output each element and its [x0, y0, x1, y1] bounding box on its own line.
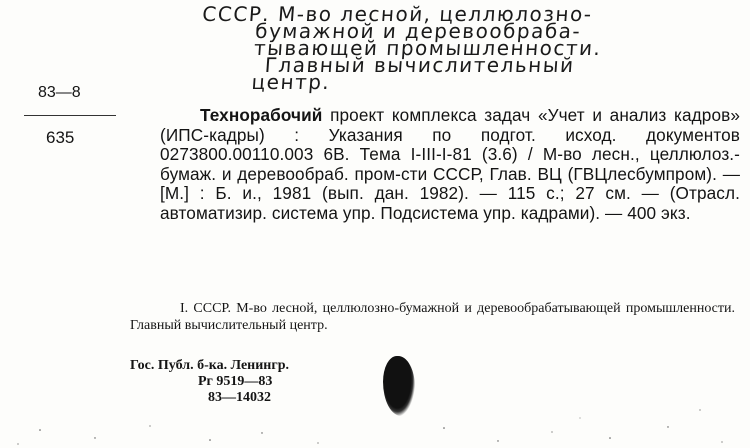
- scan-noise: [0, 388, 750, 448]
- entry-text: проект комплекса задач «Учет и анализ кадров» (ИПС-кадры) : Указания по подгот. исход. документов 0273800.00110.003 6В. Тема I-III-I-81 (3.6) / М-во лесн., целлюлоз.-бумаж. и деревообраб. пром-сти СССР, Глав. ВЦ (ГВЦлесбумпром). — [М.] : Б. и., 1981 (вып. дан. 1982). — 115 с.; 27 см. — (Отрасл. автоматизир. система упр. Подсистема упр. кадрами). — 400 экз.: [160, 105, 740, 223]
- library-number: 83—14032: [208, 390, 271, 405]
- handwritten-line: СССР. М-во лесной, целлюлозно-: [201, 2, 594, 26]
- handwritten-line: центр.: [250, 70, 332, 94]
- handwritten-line: бумажной и деревообраба-: [254, 19, 583, 43]
- subject-heading-text: I. СССР. М-во лесной, целлюлозно-бумажной и деревообрабатывающей промышленности. Главный вычислительный центр.: [130, 301, 735, 333]
- entry-number: 635: [46, 128, 75, 147]
- library-name: Гос. Публ. б-ка. Ленингр.: [130, 358, 290, 373]
- handwritten-annotation: [193, 2, 747, 94]
- bibliographic-entry: [160, 106, 740, 223]
- library-code: Рг 9519—83: [198, 374, 273, 389]
- entry-title-bold: Технорабочий: [200, 105, 323, 125]
- divider: [24, 115, 116, 116]
- handwritten-line: Главный вычислительный: [264, 53, 576, 77]
- handwritten-line: тывающей промышленности.: [253, 36, 603, 60]
- card-code: 83—8: [38, 84, 81, 101]
- subject-heading: [130, 300, 735, 334]
